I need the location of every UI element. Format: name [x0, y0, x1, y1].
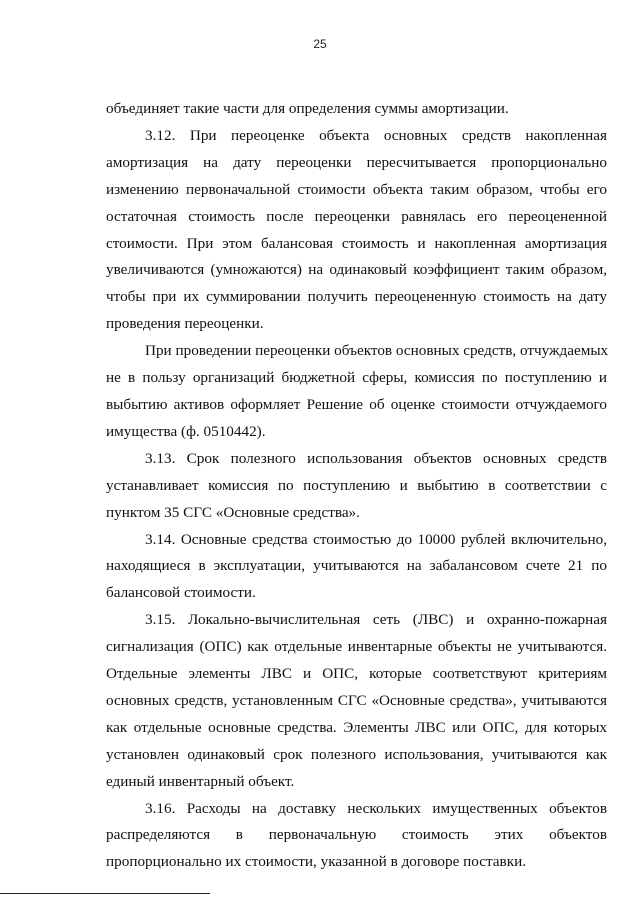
text-line: проведения переоценки.: [106, 315, 264, 333]
paragraph: [106, 123, 607, 338]
paragraph: [106, 96, 607, 123]
text-line: увеличиваются (умножаются) на одинаковый коэффициент таким образом,: [106, 261, 607, 279]
text-line: находящиеся в эксплуатации, учитываются на забалансовом счете 21 по: [106, 557, 607, 575]
text-line: как отдельные основные средства. Элементы ЛВС или ОПС, для которых: [106, 718, 607, 736]
text-line: объединяет такие части для определения суммы амортизации.: [106, 100, 509, 117]
text-line: основных средств, установленным СГС «Основные средства», учитываются: [106, 691, 607, 709]
paragraph: [106, 607, 607, 795]
text-line: 3.14. Основные средства стоимостью до 10000 рублей включительно,: [145, 530, 607, 548]
text-line: Отдельные элементы ЛВС и ОПС, которые соответствуют критериям: [106, 665, 607, 683]
paragraph: [106, 527, 607, 608]
text-line: 3.12. При переоценке объекта основных средств накопленная: [145, 126, 607, 144]
paragraph: [106, 338, 607, 446]
text-line: 3.15. Локально-вычислительная сеть (ЛВС) и охранно-пожарная: [145, 611, 607, 629]
text-line: пропорционально их стоимости, указанной в договоре поставки.: [106, 853, 527, 871]
text-line: устанавливает комиссия по поступлению и выбытию в соответствии с: [106, 476, 607, 494]
text-line: остаточная стоимость после переоценки равнялась его переоцененной: [106, 207, 607, 225]
text-line: изменению первоначальной стоимости объекта таким образом, чтобы его: [106, 180, 607, 198]
text-line: амортизация на дату переоценки пересчитывается пропорционально: [106, 153, 607, 171]
text-line: установлен одинаковый срок полезного использования, учитываются как: [106, 745, 607, 763]
text-line: единый инвентарный объект.: [106, 772, 295, 790]
text-line: 3.13. Срок полезного использования объектов основных средств: [145, 449, 607, 467]
text-line: 3.16. Расходы на доставку нескольких имущественных объектов: [145, 799, 607, 817]
text-line: выбытию активов оформляет Решение об оценке стоимости отчуждаемого: [106, 395, 607, 413]
paragraph: [106, 796, 607, 877]
text-line: имущества (ф. 0510442).: [106, 422, 266, 440]
text-line: балансовой стоимости.: [106, 584, 256, 602]
paragraph: [106, 446, 607, 527]
text-line: При проведении переоценки объектов основных средств, отчуждаемых: [145, 342, 609, 360]
page-number: 25: [313, 37, 327, 51]
text-line: пунктом 35 СГС «Основные средства».: [106, 503, 360, 521]
text-line: распределяются в первоначальную стоимость этих объектов: [106, 826, 607, 844]
text-line: стоимости. При этом балансовая стоимость и накопленная амортизация: [106, 234, 607, 252]
document-body: [106, 96, 607, 876]
text-line: не в пользу организаций бюджетной сферы, комиссия по поступлению и: [106, 369, 607, 387]
footer-rule: [0, 893, 210, 894]
text-line: чтобы при их суммировании получить переоцененную стоимость на дату: [106, 288, 607, 306]
text-line: сигнализация (ОПС) как отдельные инвентарные объекты не учитываются.: [106, 638, 607, 656]
